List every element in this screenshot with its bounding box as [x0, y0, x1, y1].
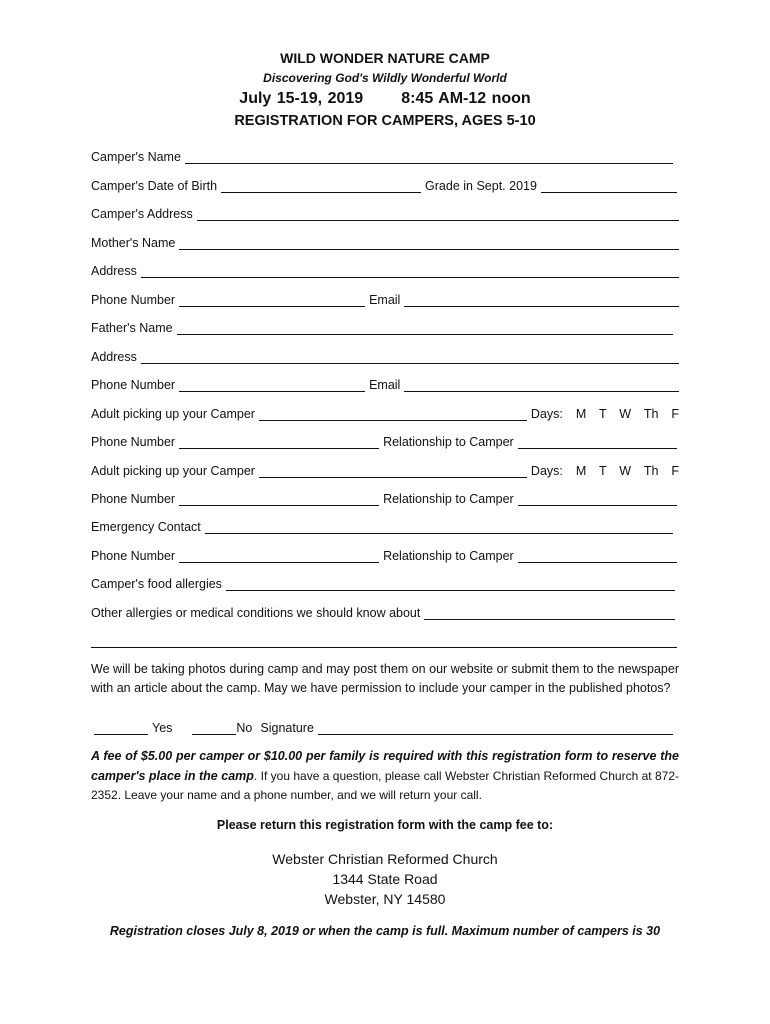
camper-name-row — [91, 146, 679, 164]
emergency-contact-field[interactable] — [205, 519, 673, 534]
email-label: Email — [369, 293, 401, 307]
emergency-relationship-field[interactable] — [518, 548, 677, 563]
phone-number-label: Phone Number — [91, 549, 176, 563]
mother-email-field[interactable] — [404, 292, 679, 307]
other-allergies-row — [91, 602, 679, 620]
other-allergies-field-2[interactable] — [91, 633, 677, 648]
camp-dates: July 15-19, 2019 8:45 AM-12 noon — [239, 90, 531, 107]
mother-address-row — [91, 260, 679, 278]
photo-permission-text: We will be taking photos during camp and may post them on our website or submit them to the newspaper with an article about the camp. May we have permission to include your camper in the published photos? — [91, 662, 679, 695]
return-instructions: Please return this registration form with the camp fee to: — [216, 818, 554, 832]
church-city: Webster, NY 14580 — [324, 891, 446, 907]
emergency-phone-field[interactable] — [179, 548, 379, 563]
mother-name-label: Mother's Name — [91, 236, 176, 250]
adult-phone-field-1[interactable] — [179, 434, 379, 449]
emergency-contact-row — [91, 516, 679, 534]
adult-phone-row-2 — [91, 488, 679, 506]
food-allergies-field[interactable] — [226, 576, 675, 591]
father-email-field[interactable] — [404, 377, 679, 392]
registration-closing-note: Registration closes July 8, 2019 or when the camp is full. Maximum number of campers is 30 — [109, 924, 661, 938]
father-address-field[interactable] — [141, 349, 679, 364]
phone-number-label: Phone Number — [91, 435, 176, 449]
phone-number-label: Phone Number — [91, 293, 176, 307]
camp-title: WILD WONDER NATURE CAMP — [280, 50, 490, 66]
mother-name-field[interactable] — [179, 235, 679, 250]
camper-dob-label: Camper's Date of Birth — [91, 179, 218, 193]
fee-paragraph — [91, 747, 679, 806]
signature-field[interactable] — [318, 720, 673, 735]
no-blank[interactable] — [192, 720, 236, 735]
emergency-contact-label: Emergency Contact — [91, 520, 201, 534]
father-name-row — [91, 317, 679, 335]
other-allergies-row-2 — [91, 630, 679, 648]
grade-label: Grade in Sept. 2019 — [425, 179, 537, 193]
food-allergies-row — [91, 573, 679, 591]
adult-pickup-field-2[interactable] — [259, 463, 527, 478]
relationship-label: Relationship to Camper — [383, 435, 514, 449]
emergency-phone-row — [91, 545, 679, 563]
church-name: Webster Christian Reformed Church — [272, 851, 498, 867]
fee-contact-text: . If you have a question, please call Webster Christian Reformed Church at 872-2352. Leave your name and a phone number, and we will return your call. — [91, 768, 680, 802]
adult-pickup-label: Adult picking up your Camper — [91, 407, 255, 421]
father-name-field[interactable] — [177, 320, 673, 335]
address-label: Address — [91, 264, 137, 278]
father-address-row — [91, 346, 679, 364]
camper-dob-field[interactable] — [221, 178, 421, 193]
father-phone-row — [91, 374, 679, 392]
email-label: Email — [369, 378, 401, 392]
relationship-field-2[interactable] — [518, 491, 677, 506]
days-label: Days: M T W Th F — [530, 464, 679, 478]
relationship-label: Relationship to Camper — [383, 492, 514, 506]
other-allergies-field[interactable] — [424, 605, 675, 620]
adult-pickup-row-2 — [91, 460, 679, 478]
address-label: Address — [91, 350, 137, 364]
days-label: Days: M T W Th F — [530, 407, 679, 421]
food-allergies-label: Camper's food allergies — [91, 577, 222, 591]
church-street: 1344 State Road — [332, 871, 438, 887]
signature-label: Signature — [260, 721, 314, 735]
yes-label: Yes — [152, 721, 173, 735]
yes-blank[interactable] — [94, 720, 148, 735]
adult-phone-field-2[interactable] — [179, 491, 379, 506]
grade-field[interactable] — [541, 178, 677, 193]
fee-required-text: A fee of $5.00 per camper or $10.00 per family is required with this registration form to reserve the camper's place in the camp — [91, 749, 679, 783]
adult-phone-row-1 — [91, 431, 679, 449]
camper-name-label: Camper's Name — [91, 150, 181, 164]
camper-dob-row — [91, 175, 679, 193]
camp-subtitle: Discovering God's Wildly Wonderful World — [263, 71, 507, 85]
father-phone-field[interactable] — [179, 377, 365, 392]
phone-number-label: Phone Number — [91, 378, 176, 392]
camper-address-row — [91, 203, 679, 221]
photo-permission-row — [91, 717, 679, 735]
mother-phone-row — [91, 289, 679, 307]
phone-number-label: Phone Number — [91, 492, 176, 506]
adult-pickup-field-1[interactable] — [259, 406, 527, 421]
camper-name-field[interactable] — [185, 149, 673, 164]
camper-address-field[interactable] — [197, 206, 679, 221]
no-label: No — [236, 721, 253, 735]
mother-phone-field[interactable] — [179, 292, 365, 307]
registration-heading: REGISTRATION FOR CAMPERS, AGES 5-10 — [234, 113, 536, 129]
mother-name-row — [91, 232, 679, 250]
father-name-label: Father's Name — [91, 321, 173, 335]
camper-address-label: Camper's Address — [91, 207, 193, 221]
relationship-field-1[interactable] — [518, 434, 677, 449]
adult-pickup-label: Adult picking up your Camper — [91, 464, 255, 478]
relationship-label: Relationship to Camper — [383, 549, 514, 563]
mother-address-field[interactable] — [141, 263, 679, 278]
other-allergies-label: Other allergies or medical conditions we should know about — [91, 606, 421, 620]
adult-pickup-row-1 — [91, 403, 679, 421]
